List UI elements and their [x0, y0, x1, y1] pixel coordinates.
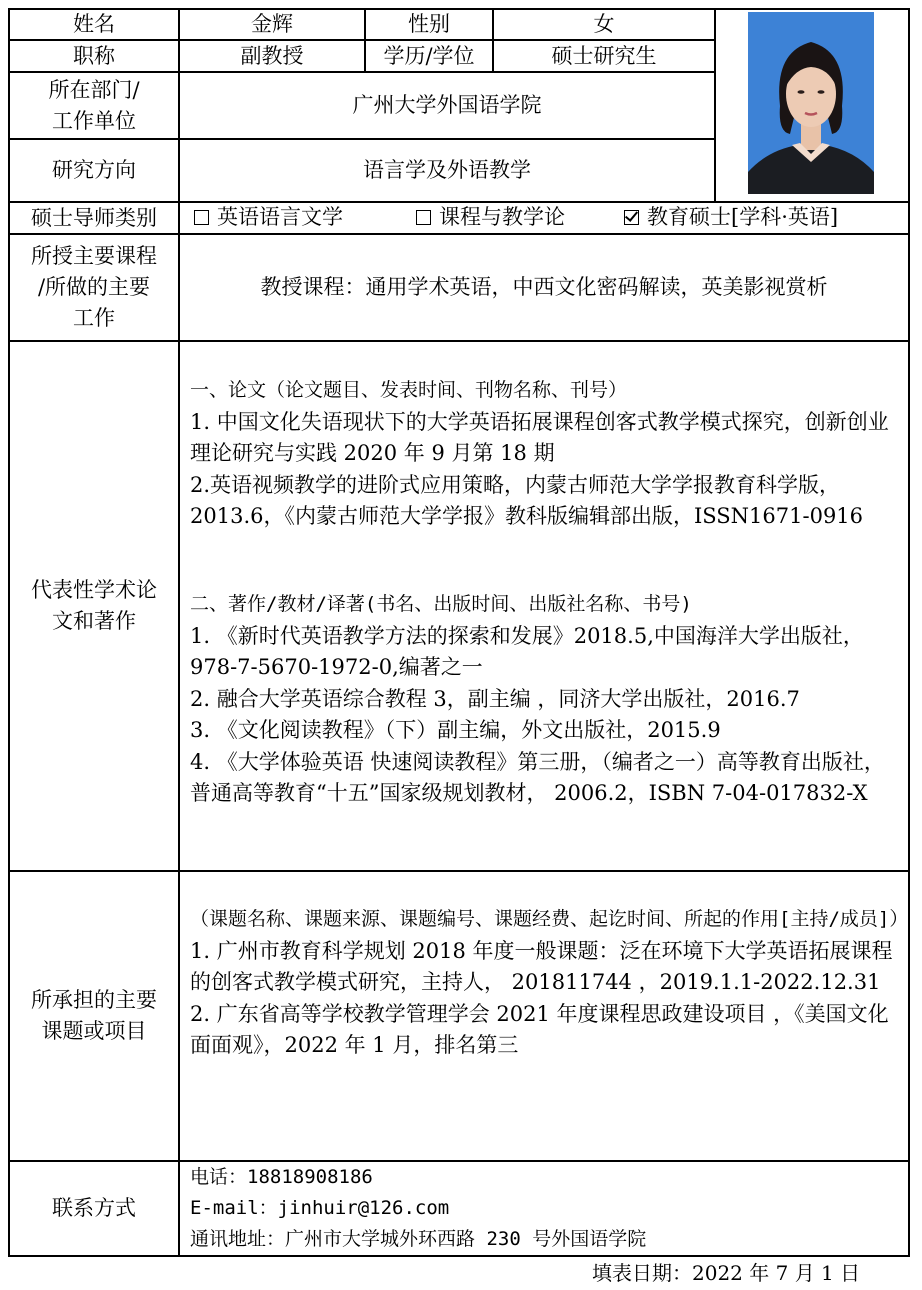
title-value: 副教授 — [240, 43, 304, 68]
name-value: 金辉 — [251, 12, 293, 36]
projects-section — [190, 904, 909, 1062]
papers-section — [190, 375, 902, 533]
checked-checkbox-icon[interactable] — [624, 210, 639, 225]
supervisor-label: 硕士导师类别 — [31, 205, 157, 230]
supervisor-option-label: 英语语言文学 — [217, 205, 343, 229]
book-item: 1. 《新时代英语教学方法的探索和发展》2018.5,中国海洋大学出版社，978-7-5670-1972-0,编著之一 — [190, 623, 864, 679]
supervisor-option-label: 教育硕士[学科·英语] — [647, 205, 839, 229]
gender-value: 女 — [593, 12, 615, 36]
publications-label — [10, 342, 178, 870]
courses-label-line3: 工作 — [73, 306, 115, 330]
projects-label-line2: 课题或项目 — [41, 1019, 147, 1043]
courses-label-line1: 所授主要课程 — [31, 244, 157, 268]
degree-label: 学历/学位 — [383, 43, 475, 68]
projects-heading: （课题名称、课题来源、课题编号、课题经费、起讫时间、所起的作用[主持/成员]） — [190, 908, 909, 930]
contact-address: 通讯地址：广州市大学城外环西路 230 号外国语学院 — [190, 1228, 647, 1250]
supervisor-option-label: 课程与教学论 — [439, 205, 565, 229]
degree-value: 硕士研究生 — [551, 43, 657, 68]
portrait-image — [748, 12, 874, 194]
books-heading: 二、著作/教材/译著(书名、出版时间、出版社名称、书号) — [190, 593, 692, 615]
rule — [714, 8, 716, 203]
publications-label-line1: 代表性学术论 — [31, 578, 157, 602]
projects-label-line1: 所承担的主要 — [31, 988, 157, 1012]
contact-label: 联系方式 — [52, 1196, 136, 1220]
papers-heading: 一、论文（论文题目、发表时间、刊物名称、刊号） — [190, 379, 628, 401]
courses-label-line2: /所做的主要 — [37, 275, 151, 299]
supervisor-option-2[interactable] — [416, 202, 565, 233]
contact-phone: 电话：18818908186 — [190, 1166, 373, 1188]
books-section — [190, 589, 902, 810]
project-item: 2. 广东省高等学校教学管理学会 2021 年度课程思政建设项目 ，《美国文化面面观》，2022 年 1 月，排名第三 — [190, 1001, 889, 1057]
project-item: 1. 广州市教育科学规划 2018 年度一般课题：泛在环境下大学英语拓展课程的创客式教学模式研究，主持人， 201811744 ，2019.1.1-2022.12.31 — [190, 938, 893, 994]
dept-value: 广州大学外国语学院 — [352, 93, 542, 117]
rule — [8, 1255, 910, 1257]
supervisor-option-1[interactable] — [194, 202, 343, 233]
contact-email[interactable]: E-mail：jinhuir@126.com — [190, 1197, 450, 1219]
courses-value: 教授课程：通用学术英语，中西文化密码解读，英美影视赏析 — [260, 275, 828, 299]
book-item: 4. 《大学体验英语 快速阅读教程》第三册，（编者之一）高等教育出版社， 普通高等教育“十五”国家级规划教材， 2006.2，ISBN 7-04-017832-X — [190, 749, 885, 805]
courses-label — [10, 235, 178, 340]
dept-label — [10, 73, 178, 138]
dept-label-line1: 所在部门/ — [48, 77, 140, 102]
checkbox-icon[interactable] — [416, 210, 431, 225]
paper-item: 2.英语视频教学的进阶式应用策略，内蒙古师范大学学报教育科学版，2013.6，《内蒙古师范大学学报》教科版编辑部出版，ISSN1671-0916 — [190, 472, 864, 528]
projects-label — [10, 872, 178, 1160]
paper-item: 1. 中国文化失语现状下的大学英语拓展课程创客式教学模式探究，创新创业理论研究与实践 2020 年 9 月第 18 期 — [190, 409, 889, 465]
book-item: 2. 融合大学英语综合教程 3，副主编 ，同济大学出版社，2016.7 — [190, 686, 800, 711]
gender-label: 性别 — [408, 12, 450, 36]
rule — [908, 8, 910, 1257]
publications-label-line2: 文和著作 — [52, 609, 136, 633]
checkbox-icon[interactable] — [194, 210, 209, 225]
profile-photo — [748, 12, 874, 194]
dept-label-line2: 工作单位 — [52, 108, 136, 133]
research-label: 研究方向 — [52, 158, 136, 182]
book-item: 3. 《文化阅读教程》（下）副主编，外文出版社，2015.9 — [190, 718, 721, 742]
name-label: 姓名 — [73, 12, 115, 36]
supervisor-option-3[interactable] — [624, 202, 838, 233]
title-label: 职称 — [73, 43, 115, 68]
form-date: 填表日期：2022 年 7 月 1 日 — [592, 1261, 861, 1285]
research-value: 语言学及外语教学 — [363, 158, 531, 182]
